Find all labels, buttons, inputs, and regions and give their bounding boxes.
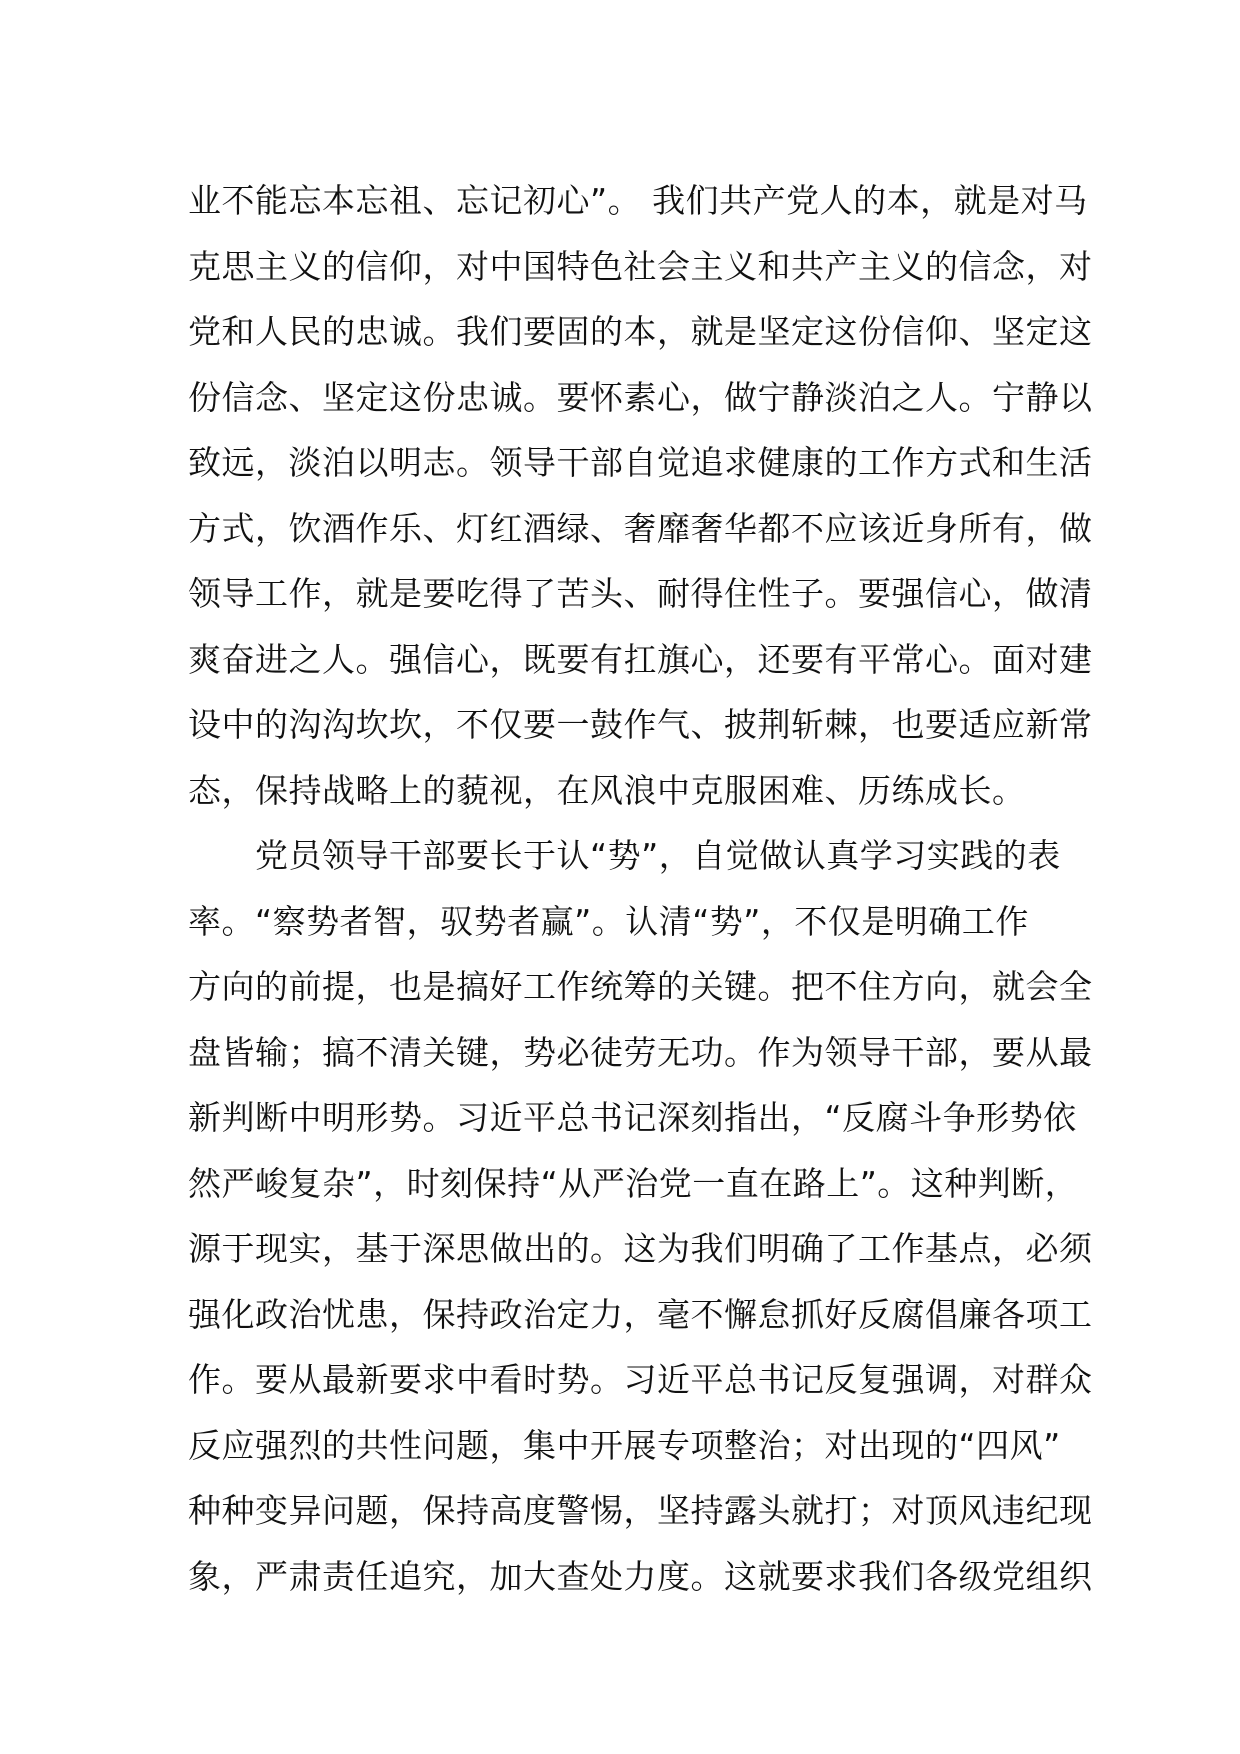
text-line: 新判断中明形势。习近平总书记深刻指出，“反腐斗争形势依 — [188, 1098, 1077, 1137]
text-line: 态，保持战略上的藐视，在风浪中克服困难、历练成长。 — [188, 770, 1026, 810]
text-line: 设中的沟沟坎坎，不仅要一鼓作气、披荆斩棘，也要适应新常 — [188, 705, 1093, 744]
text-line: 方式，饮酒作乐、灯红酒绿、奢靡奢华都不应该近身所有，做 — [188, 508, 1093, 548]
text-line: 象，严肃责任追究，加大查处力度。这就要求我们各级党组织 — [188, 1556, 1093, 1596]
text-line: 盘皆输；搞不清关键，势必徒劳无功。作为领导干部，要从最 — [188, 1032, 1093, 1072]
text-line: 方向的前提，也是搞好工作统筹的关键。把不住方向，就会全 — [188, 967, 1093, 1006]
body-text — [188, 168, 1093, 1609]
text-line: 业不能忘本忘祖、忘记初心”。 我们共产党人的本，就是对马 — [188, 181, 1088, 220]
text-line: 率。“察势者智，驭势者赢”。认清“势”，不仅是明确工作 — [188, 901, 1029, 941]
text-line: 然严峻复杂”，时刻保持“从严治党一直在路上”。这种判断， — [188, 1163, 1079, 1203]
text-line: 领导工作，就是要吃得了苦头、耐得住性子。要强信心，做清 — [188, 574, 1093, 613]
text-line: 源于现实，基于深思做出的。这为我们明确了工作基点，必须 — [188, 1229, 1093, 1268]
text-line: 份信念、坚定这份忠诚。要怀素心，做宁静淡泊之人。宁静以 — [188, 377, 1093, 417]
text-line: 种种变异问题，保持高度警惕，坚持露头就打；对顶风违纪现 — [188, 1491, 1093, 1530]
text-line: 作。要从最新要求中看时势。习近平总书记反复强调，对群众 — [188, 1360, 1093, 1399]
text-line: 强化政治忧患，保持政治定力，毫不懈怠抓好反腐倡廉各项工 — [188, 1294, 1093, 1334]
text-line: 爽奋进之人。强信心，既要有扛旗心，还要有平常心。面对建 — [188, 639, 1093, 679]
text-line: 克思主义的信仰，对中国特色社会主义和共产主义的信念，对 — [188, 246, 1093, 286]
text-line: 致远，淡泊以明志。领导干部自觉追求健康的工作方式和生活 — [188, 443, 1093, 482]
text-line: 党员领导干部要长于认“势”，自觉做认真学习实践的表 — [188, 836, 1061, 875]
text-line: 反应强烈的共性问题，集中开展专项整治；对出现的“四风” — [188, 1425, 1061, 1465]
text-line: 党和人民的忠诚。我们要固的本，就是坚定这份信仰、坚定这 — [188, 312, 1093, 351]
